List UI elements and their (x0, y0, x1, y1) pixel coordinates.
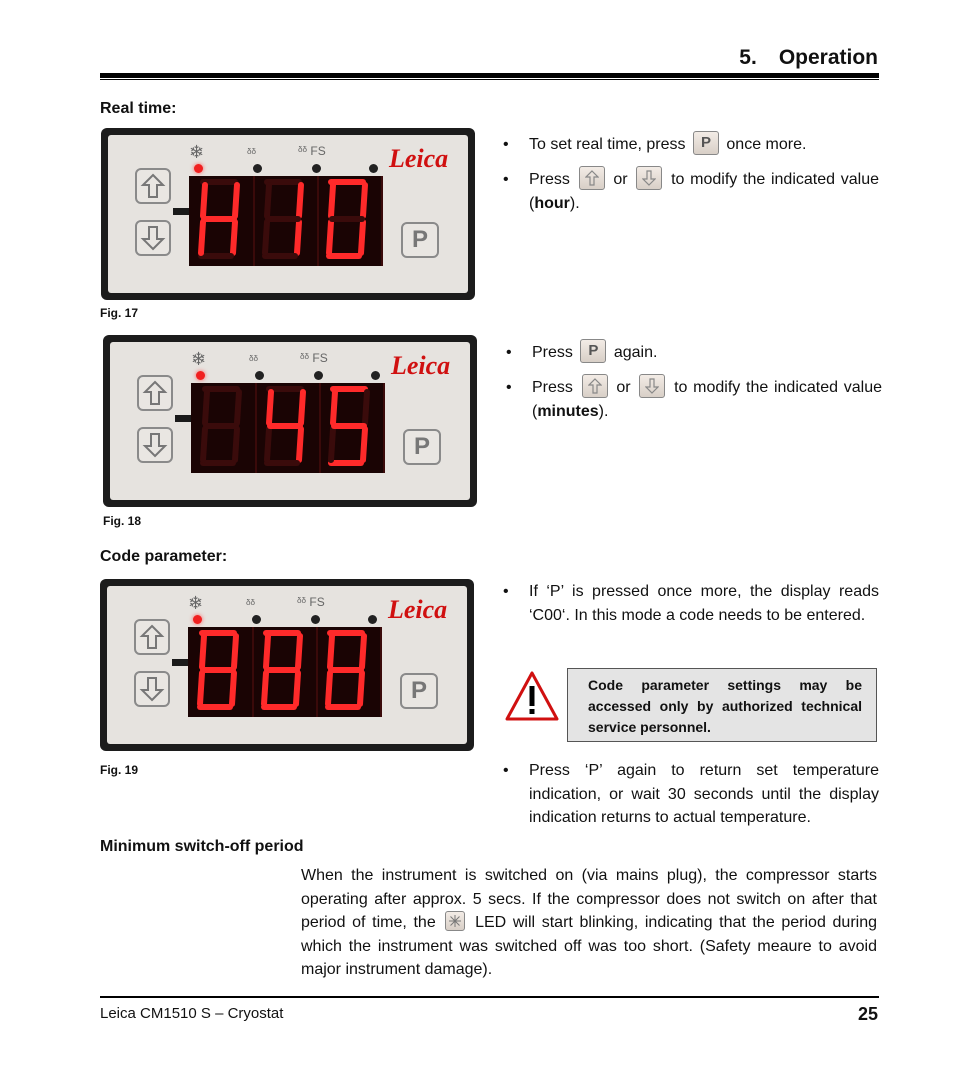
display-digit (191, 176, 253, 262)
display-digit-cell (319, 176, 383, 266)
display-digit-cell (255, 176, 319, 266)
led-indicator (371, 371, 380, 380)
display-digit (257, 383, 319, 469)
display-digit (193, 383, 255, 469)
drops-fs-icon: ᵟᵟ FS (300, 351, 328, 365)
led-indicator (312, 164, 321, 173)
code-parameter-heading: Code parameter: (100, 548, 228, 565)
led-display (189, 176, 383, 266)
display-digit-cell (318, 627, 382, 717)
led-indicator (311, 615, 320, 624)
figure-caption-19: Fig. 19 (100, 763, 139, 777)
drops-icon: ᵟᵟ (247, 146, 257, 160)
drops-icon: ᵟᵟ (249, 353, 259, 367)
display-digit-cell (191, 176, 255, 266)
display-digit (254, 627, 316, 713)
display-digit-cell (257, 383, 321, 473)
control-panel-fig17 (101, 128, 475, 300)
up-key-icon (582, 374, 608, 398)
bullet-modify-minutes: • Press or to modify the indicated value (minutes). (506, 376, 882, 424)
section-number: 5. (739, 46, 757, 69)
leica-logo: Leica (391, 351, 451, 380)
display-digit (321, 383, 383, 469)
up-key-icon (579, 166, 605, 190)
control-panel-fig19 (100, 579, 474, 751)
drops-icon: ᵟᵟ (246, 597, 256, 611)
led-indicator (255, 371, 264, 380)
display-digit-cell (321, 383, 385, 473)
p-key-icon: P (693, 131, 719, 155)
display-digit-cell (193, 383, 257, 473)
snowflake-icon: ❄ (188, 593, 204, 613)
display-digit-cell (190, 627, 254, 717)
p-key-icon: P (580, 339, 606, 363)
bullet-set-real-time: • To set real time, press P once more. (503, 133, 879, 157)
bullet-press-p-again: • Press P again. (506, 341, 882, 365)
led-display (191, 383, 385, 473)
page-number: 25 (857, 1004, 878, 1024)
display-digit-cell (254, 627, 318, 717)
down-button[interactable] (137, 427, 173, 463)
p-button[interactable]: P (401, 222, 439, 258)
drops-fs-icon: ᵟᵟ FS (298, 144, 326, 158)
bullet-modify-hour: • Press or to modify the indicated value (hour). (503, 168, 879, 216)
panel-notch (172, 659, 188, 666)
fs-label: FS (310, 144, 326, 158)
warning-note: Code parameter settings may be accessed only by authorized technical service personnel. (567, 668, 877, 742)
panel-notch (175, 415, 191, 422)
warning-triangle-icon (504, 670, 560, 722)
led-indicator (196, 371, 205, 380)
control-panel-fig18 (103, 335, 477, 507)
section-header (739, 46, 878, 70)
leica-logo: Leica (388, 595, 448, 624)
header-rule-thin (100, 79, 879, 80)
display-digit (255, 176, 317, 262)
down-button[interactable] (134, 671, 170, 707)
led-indicator (368, 615, 377, 624)
figure-caption-17: Fig. 17 (100, 306, 139, 320)
footer-product: Leica CM1510 S – Cryostat (100, 1005, 284, 1022)
display-digit (319, 176, 381, 262)
panel-notch (173, 208, 189, 215)
led-display (188, 627, 382, 717)
snowflake-icon: ❄ (189, 142, 205, 162)
down-key-icon (636, 166, 662, 190)
up-button[interactable] (137, 375, 173, 411)
min-switch-off-heading: Minimum switch-off period (100, 838, 304, 855)
up-button[interactable] (134, 619, 170, 655)
led-indicator (369, 164, 378, 173)
led-indicator (253, 164, 262, 173)
p-button[interactable]: P (403, 429, 441, 465)
snowflake-key-icon (445, 911, 465, 931)
snowflake-icon: ❄ (191, 349, 207, 369)
real-time-heading: Real time: (100, 100, 177, 117)
fs-label: FS (309, 595, 325, 609)
display-digit (190, 627, 252, 713)
header-rule (100, 73, 879, 78)
down-key-icon (639, 374, 665, 398)
led-indicator (194, 164, 203, 173)
figure-caption-18: Fig. 18 (103, 514, 142, 528)
led-indicator (193, 615, 202, 624)
min-switch-off-body: When the instrument is switched on (via mains plug), the compressor starts operating after approx. 5 secs. If the compressor does not switch on after that period of time, the LED will start blinking, indicating that the period during which the instrument was switched off was too short. (Safety meaure to avoid major instrument damage). (301, 867, 877, 978)
footer-rule (100, 996, 879, 998)
drops-fs-icon: ᵟᵟ FS (297, 595, 325, 609)
display-digit (318, 627, 380, 713)
up-button[interactable] (135, 168, 171, 204)
fs-label: FS (312, 351, 328, 365)
led-indicator (314, 371, 323, 380)
bullet-code-entry: • If ‘P’ is pressed once more, the display reads ‘C00‘. In this mode a code needs to be entered. (503, 583, 879, 624)
leica-logo: Leica (389, 144, 449, 173)
section-title: Operation (778, 46, 878, 69)
p-button[interactable]: P (400, 673, 438, 709)
led-indicator (252, 615, 261, 624)
down-button[interactable] (135, 220, 171, 256)
bullet-return-temp: • Press ‘P’ again to return set temperature indication, or wait 30 seconds until the display indication returns to actual temperature. (503, 762, 879, 826)
